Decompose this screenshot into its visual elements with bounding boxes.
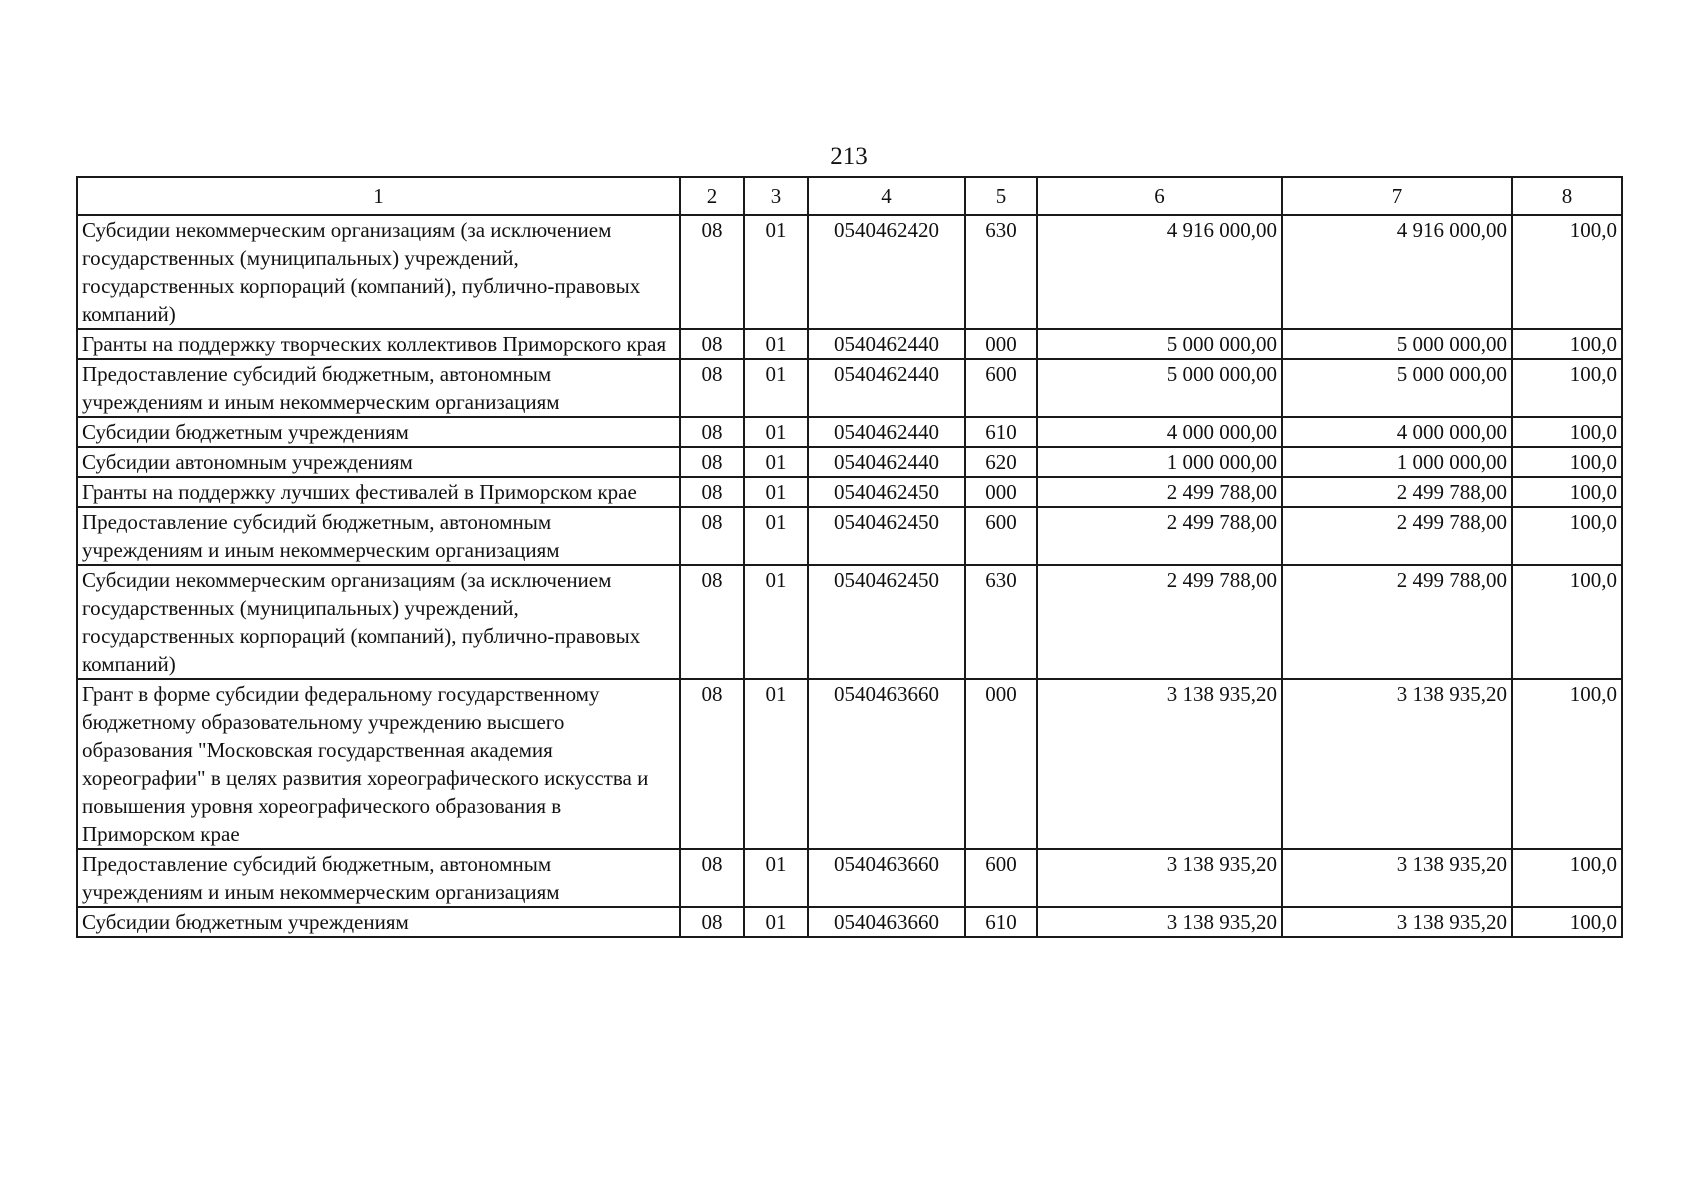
executed-amount-cell: 1 000 000,00 [1282, 447, 1512, 477]
planned-amount-cell: 2 499 788,00 [1037, 507, 1282, 565]
section-cell: 08 [680, 329, 744, 359]
executed-amount-cell: 2 499 788,00 [1282, 507, 1512, 565]
subsection-cell: 01 [744, 447, 808, 477]
target-article-cell: 0540462440 [808, 417, 965, 447]
execution-percent-cell: 100,0 [1512, 447, 1622, 477]
executed-amount-cell: 2 499 788,00 [1282, 565, 1512, 679]
section-cell: 08 [680, 907, 744, 937]
target-article-cell: 0540462440 [808, 447, 965, 477]
page-number: 213 [830, 143, 868, 170]
executed-amount-cell: 3 138 935,20 [1282, 679, 1512, 849]
execution-percent-cell: 100,0 [1512, 907, 1622, 937]
section-cell: 08 [680, 849, 744, 907]
column-number-row [77, 177, 1622, 215]
table-row [77, 849, 1622, 907]
row-name-cell: Предоставление субсидий бюджетным, автономным учреждениям и иным некоммерческим организациям [77, 359, 680, 417]
executed-amount-cell: 4 916 000,00 [1282, 215, 1512, 329]
subsection-cell: 01 [744, 907, 808, 937]
row-name-cell: Предоставление субсидий бюджетным, автономным учреждениям и иным некоммерческим организациям [77, 507, 680, 565]
table-row [77, 565, 1622, 679]
expense-type-cell: 620 [965, 447, 1037, 477]
table-row [77, 907, 1622, 937]
table-row [77, 507, 1622, 565]
planned-amount-cell: 4 916 000,00 [1037, 215, 1282, 329]
execution-percent-cell: 100,0 [1512, 849, 1622, 907]
execution-percent-cell: 100,0 [1512, 215, 1622, 329]
section-cell: 08 [680, 565, 744, 679]
section-cell: 08 [680, 215, 744, 329]
row-name-cell: Субсидии бюджетным учреждениям [77, 417, 680, 447]
table-row [77, 359, 1622, 417]
row-name-cell: Субсидии автономным учреждениям [77, 447, 680, 477]
section-cell: 08 [680, 477, 744, 507]
row-name-cell: Субсидии бюджетным учреждениям [77, 907, 680, 937]
planned-amount-cell: 4 000 000,00 [1037, 417, 1282, 447]
expense-type-cell: 610 [965, 417, 1037, 447]
table-row [77, 215, 1622, 329]
table-row [77, 679, 1622, 849]
execution-percent-cell: 100,0 [1512, 359, 1622, 417]
column-header-5: 5 [965, 177, 1037, 215]
execution-percent-cell: 100,0 [1512, 417, 1622, 447]
subsection-cell: 01 [744, 215, 808, 329]
column-header-7: 7 [1282, 177, 1512, 215]
target-article-cell: 0540462440 [808, 359, 965, 417]
expense-type-cell: 600 [965, 849, 1037, 907]
target-article-cell: 0540463660 [808, 907, 965, 937]
expense-type-cell: 600 [965, 507, 1037, 565]
expense-type-cell: 610 [965, 907, 1037, 937]
planned-amount-cell: 5 000 000,00 [1037, 359, 1282, 417]
target-article-cell: 0540462440 [808, 329, 965, 359]
target-article-cell: 0540462420 [808, 215, 965, 329]
row-name-cell: Гранты на поддержку лучших фестивалей в Приморском крае [77, 477, 680, 507]
planned-amount-cell: 3 138 935,20 [1037, 679, 1282, 849]
section-cell: 08 [680, 679, 744, 849]
table-row [77, 417, 1622, 447]
subsection-cell: 01 [744, 329, 808, 359]
row-name-cell: Субсидии некоммерческим организациям (за исключением государственных (муниципальных) учреждений, государственных корпораций (компаний), публично-правовых компаний) [77, 215, 680, 329]
planned-amount-cell: 5 000 000,00 [1037, 329, 1282, 359]
expense-type-cell: 600 [965, 359, 1037, 417]
planned-amount-cell: 3 138 935,20 [1037, 907, 1282, 937]
execution-percent-cell: 100,0 [1512, 477, 1622, 507]
subsection-cell: 01 [744, 565, 808, 679]
expense-type-cell: 000 [965, 477, 1037, 507]
subsection-cell: 01 [744, 679, 808, 849]
row-name-cell: Грант в форме субсидии федеральному государственному бюджетному образовательному учреждению высшего образования "Московская государственная академия хореографии" в целях развития хореографического искусства и повышения уровня хореографического образования в Приморском крае [77, 679, 680, 849]
target-article-cell: 0540462450 [808, 565, 965, 679]
planned-amount-cell: 3 138 935,20 [1037, 849, 1282, 907]
column-header-1: 1 [77, 177, 680, 215]
planned-amount-cell: 1 000 000,00 [1037, 447, 1282, 477]
subsection-cell: 01 [744, 507, 808, 565]
table-row [77, 329, 1622, 359]
column-header-8: 8 [1512, 177, 1622, 215]
column-header-6: 6 [1037, 177, 1282, 215]
row-name-cell: Субсидии некоммерческим организациям (за исключением государственных (муниципальных) учреждений, государственных корпораций (компаний), публично-правовых компаний) [77, 565, 680, 679]
target-article-cell: 0540462450 [808, 507, 965, 565]
executed-amount-cell: 3 138 935,20 [1282, 849, 1512, 907]
table-row [77, 447, 1622, 477]
executed-amount-cell: 5 000 000,00 [1282, 329, 1512, 359]
execution-percent-cell: 100,0 [1512, 329, 1622, 359]
expense-type-cell: 630 [965, 215, 1037, 329]
executed-amount-cell: 3 138 935,20 [1282, 907, 1512, 937]
executed-amount-cell: 5 000 000,00 [1282, 359, 1512, 417]
expense-type-cell: 000 [965, 679, 1037, 849]
target-article-cell: 0540462450 [808, 477, 965, 507]
row-name-cell: Гранты на поддержку творческих коллективов Приморского края [77, 329, 680, 359]
subsection-cell: 01 [744, 849, 808, 907]
expense-type-cell: 000 [965, 329, 1037, 359]
executed-amount-cell: 4 000 000,00 [1282, 417, 1512, 447]
budget-table [76, 176, 1623, 938]
subsection-cell: 01 [744, 359, 808, 417]
section-cell: 08 [680, 447, 744, 477]
section-cell: 08 [680, 507, 744, 565]
table-row [77, 477, 1622, 507]
row-name-cell: Предоставление субсидий бюджетным, автономным учреждениям и иным некоммерческим организациям [77, 849, 680, 907]
expense-type-cell: 630 [965, 565, 1037, 679]
section-cell: 08 [680, 359, 744, 417]
section-cell: 08 [680, 417, 744, 447]
execution-percent-cell: 100,0 [1512, 679, 1622, 849]
column-header-2: 2 [680, 177, 744, 215]
target-article-cell: 0540463660 [808, 849, 965, 907]
planned-amount-cell: 2 499 788,00 [1037, 565, 1282, 679]
column-header-4: 4 [808, 177, 965, 215]
column-header-3: 3 [744, 177, 808, 215]
subsection-cell: 01 [744, 477, 808, 507]
execution-percent-cell: 100,0 [1512, 565, 1622, 679]
subsection-cell: 01 [744, 417, 808, 447]
planned-amount-cell: 2 499 788,00 [1037, 477, 1282, 507]
execution-percent-cell: 100,0 [1512, 507, 1622, 565]
target-article-cell: 0540463660 [808, 679, 965, 849]
executed-amount-cell: 2 499 788,00 [1282, 477, 1512, 507]
